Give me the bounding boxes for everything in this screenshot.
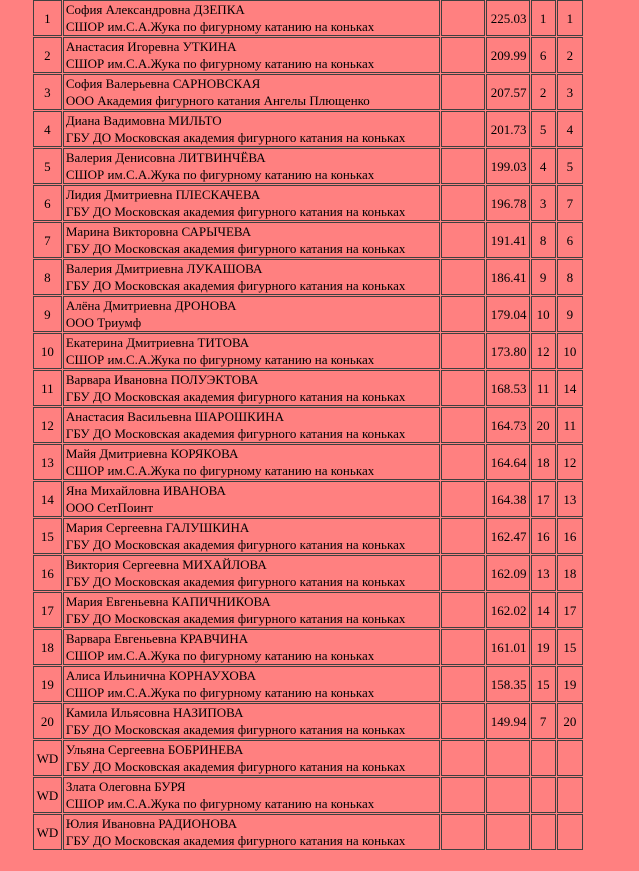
skater-cell bbox=[63, 555, 440, 591]
empty-cell bbox=[441, 555, 485, 591]
place-cell: 17 bbox=[33, 592, 62, 628]
empty-cell bbox=[441, 296, 485, 332]
sp-place-cell: 5 bbox=[531, 111, 556, 147]
sp-place-cell: 10 bbox=[531, 296, 556, 332]
fs-place-cell bbox=[557, 740, 583, 776]
points-cell: 186.41 bbox=[486, 259, 530, 295]
skater-cell bbox=[63, 333, 440, 369]
sp-place-cell: 20 bbox=[531, 407, 556, 443]
fs-place-cell: 12 bbox=[557, 444, 583, 480]
skater-name: Ульяна Сергеевна БОБРИНЕВА bbox=[65, 742, 244, 757]
place-cell: 18 bbox=[33, 629, 62, 665]
table-row bbox=[33, 111, 583, 147]
table-row bbox=[33, 407, 583, 443]
skater-club: ГБУ ДО Московская академия фигурного катания на коньках bbox=[65, 574, 406, 589]
sp-place-cell: 6 bbox=[531, 37, 556, 73]
sp-place-cell: 12 bbox=[531, 333, 556, 369]
skater-name: Виктория Сергеевна МИХАЙЛОВА bbox=[65, 557, 267, 572]
place-cell: 6 bbox=[33, 185, 62, 221]
points-cell: 173.80 bbox=[486, 333, 530, 369]
fs-place-cell: 17 bbox=[557, 592, 583, 628]
table-row bbox=[33, 74, 583, 110]
skater-cell bbox=[63, 296, 440, 332]
empty-cell bbox=[441, 222, 485, 258]
sp-place-cell: 8 bbox=[531, 222, 556, 258]
skater-club: ООО СетПоинт bbox=[65, 500, 154, 515]
empty-cell bbox=[441, 444, 485, 480]
skater-name: Марина Викторовна САРЫЧЕВА bbox=[65, 224, 252, 239]
table-row bbox=[33, 0, 583, 36]
sp-place-cell: 18 bbox=[531, 444, 556, 480]
fs-place-cell: 15 bbox=[557, 629, 583, 665]
table-row bbox=[33, 296, 583, 332]
skater-club: ГБУ ДО Московская академия фигурного катания на коньках bbox=[65, 833, 406, 848]
skater-cell bbox=[63, 481, 440, 517]
place-cell: 7 bbox=[33, 222, 62, 258]
skater-cell bbox=[63, 74, 440, 110]
skater-club: ГБУ ДО Московская академия фигурного катания на коньках bbox=[65, 130, 406, 145]
skater-name: Анастасия Игоревна УТКИНА bbox=[65, 39, 237, 54]
points-cell: 191.41 bbox=[486, 222, 530, 258]
sp-place-cell bbox=[531, 814, 556, 850]
skater-club: СШОР им.С.А.Жука по фигурному катанию на коньках bbox=[65, 648, 375, 663]
skater-cell bbox=[63, 148, 440, 184]
table-row bbox=[33, 555, 583, 591]
empty-cell bbox=[441, 740, 485, 776]
fs-place-cell bbox=[557, 777, 583, 813]
skater-name: Злата Олеговна БУРЯ bbox=[65, 779, 186, 794]
skater-name: Варвара Ивановна ПОЛУЭКТОВА bbox=[65, 372, 259, 387]
place-cell: 2 bbox=[33, 37, 62, 73]
fs-place-cell: 6 bbox=[557, 222, 583, 258]
place-cell: 20 bbox=[33, 703, 62, 739]
points-cell: 179.04 bbox=[486, 296, 530, 332]
skater-name: Мария Сергеевна ГАЛУШКИНА bbox=[65, 520, 250, 535]
empty-cell bbox=[441, 629, 485, 665]
place-cell: WD bbox=[33, 814, 62, 850]
points-cell: 201.73 bbox=[486, 111, 530, 147]
table-row bbox=[33, 518, 583, 554]
fs-place-cell: 18 bbox=[557, 555, 583, 591]
sp-place-cell bbox=[531, 740, 556, 776]
points-cell: 207.57 bbox=[486, 74, 530, 110]
skater-club: ГБУ ДО Московская академия фигурного катания на коньках bbox=[65, 611, 406, 626]
fs-place-cell bbox=[557, 814, 583, 850]
skater-club: ГБУ ДО Московская академия фигурного катания на коньках bbox=[65, 204, 406, 219]
sp-place-cell: 2 bbox=[531, 74, 556, 110]
table-row bbox=[33, 148, 583, 184]
skater-name: Анастасия Васильевна ШАРОШКИНА bbox=[65, 409, 285, 424]
results-table bbox=[32, 0, 584, 851]
empty-cell bbox=[441, 703, 485, 739]
fs-place-cell: 3 bbox=[557, 74, 583, 110]
table-row bbox=[33, 666, 583, 702]
fs-place-cell: 20 bbox=[557, 703, 583, 739]
place-cell: 8 bbox=[33, 259, 62, 295]
skater-club: ГБУ ДО Московская академия фигурного катания на коньках bbox=[65, 537, 406, 552]
fs-place-cell: 10 bbox=[557, 333, 583, 369]
fs-place-cell: 5 bbox=[557, 148, 583, 184]
fs-place-cell: 2 bbox=[557, 37, 583, 73]
points-cell: 164.38 bbox=[486, 481, 530, 517]
fs-place-cell: 11 bbox=[557, 407, 583, 443]
skater-cell bbox=[63, 592, 440, 628]
skater-name: Валерия Дмитриевна ЛУКАШОВА bbox=[65, 261, 263, 276]
skater-cell bbox=[63, 629, 440, 665]
skater-name: Юлия Ивановна РАДИОНОВА bbox=[65, 816, 238, 831]
skater-cell bbox=[63, 703, 440, 739]
place-cell: 1 bbox=[33, 0, 62, 36]
skater-name: София Александровна ДЗЕПКА bbox=[65, 2, 245, 17]
skater-club: ГБУ ДО Московская академия фигурного катания на коньках bbox=[65, 241, 406, 256]
skater-club: СШОР им.С.А.Жука по фигурному катанию на коньках bbox=[65, 796, 375, 811]
skater-club: ГБУ ДО Московская академия фигурного катания на коньках bbox=[65, 426, 406, 441]
table-row bbox=[33, 703, 583, 739]
fs-place-cell: 4 bbox=[557, 111, 583, 147]
skater-cell bbox=[63, 740, 440, 776]
empty-cell bbox=[441, 333, 485, 369]
results-body bbox=[33, 0, 583, 850]
sp-place-cell: 14 bbox=[531, 592, 556, 628]
points-cell bbox=[486, 814, 530, 850]
skater-cell bbox=[63, 111, 440, 147]
points-cell: 162.02 bbox=[486, 592, 530, 628]
sp-place-cell: 4 bbox=[531, 148, 556, 184]
skater-club: ГБУ ДО Московская академия фигурного катания на коньках bbox=[65, 722, 406, 737]
empty-cell bbox=[441, 518, 485, 554]
skater-name: Валерия Денисовна ЛИТВИНЧЁВА bbox=[65, 150, 266, 165]
points-cell bbox=[486, 740, 530, 776]
skater-club: СШОР им.С.А.Жука по фигурному катанию на коньках bbox=[65, 56, 375, 71]
fs-place-cell: 7 bbox=[557, 185, 583, 221]
skater-name: Камила Ильясовна НАЗИПОВА bbox=[65, 705, 244, 720]
table-row bbox=[33, 592, 583, 628]
skater-name: Яна Михайловна ИВАНОВА bbox=[65, 483, 226, 498]
empty-cell bbox=[441, 37, 485, 73]
table-row bbox=[33, 222, 583, 258]
skater-cell bbox=[63, 259, 440, 295]
skater-cell bbox=[63, 185, 440, 221]
place-cell: 5 bbox=[33, 148, 62, 184]
place-cell: 16 bbox=[33, 555, 62, 591]
table-row bbox=[33, 370, 583, 406]
fs-place-cell: 13 bbox=[557, 481, 583, 517]
sp-place-cell bbox=[531, 777, 556, 813]
points-cell: 162.47 bbox=[486, 518, 530, 554]
skater-name: Майя Дмитриевна КОРЯКОВА bbox=[65, 446, 239, 461]
empty-cell bbox=[441, 407, 485, 443]
skater-club: ГБУ ДО Московская академия фигурного катания на коньках bbox=[65, 759, 406, 774]
skater-club: ГБУ ДО Московская академия фигурного катания на коньках bbox=[65, 278, 406, 293]
place-cell: 11 bbox=[33, 370, 62, 406]
fs-place-cell: 8 bbox=[557, 259, 583, 295]
skater-cell bbox=[63, 370, 440, 406]
place-cell: 14 bbox=[33, 481, 62, 517]
table-row bbox=[33, 777, 583, 813]
sp-place-cell: 13 bbox=[531, 555, 556, 591]
points-cell: 164.73 bbox=[486, 407, 530, 443]
table-row bbox=[33, 814, 583, 850]
sp-place-cell: 15 bbox=[531, 666, 556, 702]
sp-place-cell: 9 bbox=[531, 259, 556, 295]
skater-name: Лидия Дмитриевна ПЛЕСКАЧЕВА bbox=[65, 187, 261, 202]
points-cell: 164.64 bbox=[486, 444, 530, 480]
empty-cell bbox=[441, 74, 485, 110]
skater-cell bbox=[63, 222, 440, 258]
empty-cell bbox=[441, 370, 485, 406]
skater-cell bbox=[63, 37, 440, 73]
place-cell: 13 bbox=[33, 444, 62, 480]
skater-name: Варвара Евгеньевна КРАВЧИНА bbox=[65, 631, 249, 646]
place-cell: 9 bbox=[33, 296, 62, 332]
points-cell bbox=[486, 777, 530, 813]
table-row bbox=[33, 481, 583, 517]
skater-name: Алёна Дмитриевна ДРОНОВА bbox=[65, 298, 237, 313]
points-cell: 158.35 bbox=[486, 666, 530, 702]
points-cell: 199.03 bbox=[486, 148, 530, 184]
place-cell: 10 bbox=[33, 333, 62, 369]
empty-cell bbox=[441, 148, 485, 184]
place-cell: 12 bbox=[33, 407, 62, 443]
points-cell: 162.09 bbox=[486, 555, 530, 591]
skater-cell bbox=[63, 407, 440, 443]
skater-club: ООО Академия фигурного катания Ангелы Плющенко bbox=[65, 93, 370, 108]
table-row bbox=[33, 185, 583, 221]
skater-club: СШОР им.С.А.Жука по фигурному катанию на коньках bbox=[65, 352, 375, 367]
empty-cell bbox=[441, 592, 485, 628]
points-cell: 149.94 bbox=[486, 703, 530, 739]
table-row bbox=[33, 444, 583, 480]
place-cell: 4 bbox=[33, 111, 62, 147]
points-cell: 209.99 bbox=[486, 37, 530, 73]
empty-cell bbox=[441, 259, 485, 295]
skater-name: Мария Евгеньевна КАПИЧНИКОВА bbox=[65, 594, 271, 609]
fs-place-cell: 16 bbox=[557, 518, 583, 554]
empty-cell bbox=[441, 777, 485, 813]
sp-place-cell: 19 bbox=[531, 629, 556, 665]
skater-cell bbox=[63, 444, 440, 480]
place-cell: 15 bbox=[33, 518, 62, 554]
table-row bbox=[33, 629, 583, 665]
sp-place-cell: 1 bbox=[531, 0, 556, 36]
place-cell: 3 bbox=[33, 74, 62, 110]
skater-cell bbox=[63, 518, 440, 554]
place-cell: 19 bbox=[33, 666, 62, 702]
points-cell: 196.78 bbox=[486, 185, 530, 221]
empty-cell bbox=[441, 185, 485, 221]
fs-place-cell: 19 bbox=[557, 666, 583, 702]
empty-cell bbox=[441, 814, 485, 850]
skater-club: ГБУ ДО Московская академия фигурного катания на коньках bbox=[65, 389, 406, 404]
skater-name: Алиса Ильинична КОРНАУХОВА bbox=[65, 668, 256, 683]
fs-place-cell: 9 bbox=[557, 296, 583, 332]
table-row bbox=[33, 37, 583, 73]
skater-name: Диана Вадимовна МИЛЬТО bbox=[65, 113, 222, 128]
skater-club: СШОР им.С.А.Жука по фигурному катанию на коньках bbox=[65, 167, 375, 182]
skater-club: ООО Триумф bbox=[65, 315, 142, 330]
place-cell: WD bbox=[33, 740, 62, 776]
skater-club: СШОР им.С.А.Жука по фигурному катанию на коньках bbox=[65, 463, 375, 478]
fs-place-cell: 1 bbox=[557, 0, 583, 36]
points-cell: 161.01 bbox=[486, 629, 530, 665]
empty-cell bbox=[441, 666, 485, 702]
sp-place-cell: 16 bbox=[531, 518, 556, 554]
skater-club: СШОР им.С.А.Жука по фигурному катанию на коньках bbox=[65, 685, 375, 700]
sp-place-cell: 7 bbox=[531, 703, 556, 739]
empty-cell bbox=[441, 111, 485, 147]
sp-place-cell: 3 bbox=[531, 185, 556, 221]
skater-cell bbox=[63, 777, 440, 813]
points-cell: 225.03 bbox=[486, 0, 530, 36]
table-row bbox=[33, 333, 583, 369]
empty-cell bbox=[441, 0, 485, 36]
place-cell: WD bbox=[33, 777, 62, 813]
skater-name: Екатерина Дмитриевна ТИТОВА bbox=[65, 335, 250, 350]
fs-place-cell: 14 bbox=[557, 370, 583, 406]
empty-cell bbox=[441, 481, 485, 517]
skater-club: СШОР им.С.А.Жука по фигурному катанию на коньках bbox=[65, 19, 375, 34]
sp-place-cell: 11 bbox=[531, 370, 556, 406]
table-row bbox=[33, 740, 583, 776]
skater-cell bbox=[63, 0, 440, 36]
points-cell: 168.53 bbox=[486, 370, 530, 406]
skater-cell bbox=[63, 814, 440, 850]
skater-cell bbox=[63, 666, 440, 702]
table-row bbox=[33, 259, 583, 295]
sp-place-cell: 17 bbox=[531, 481, 556, 517]
skater-name: София Валерьевна САРНОВСКАЯ bbox=[65, 76, 261, 91]
